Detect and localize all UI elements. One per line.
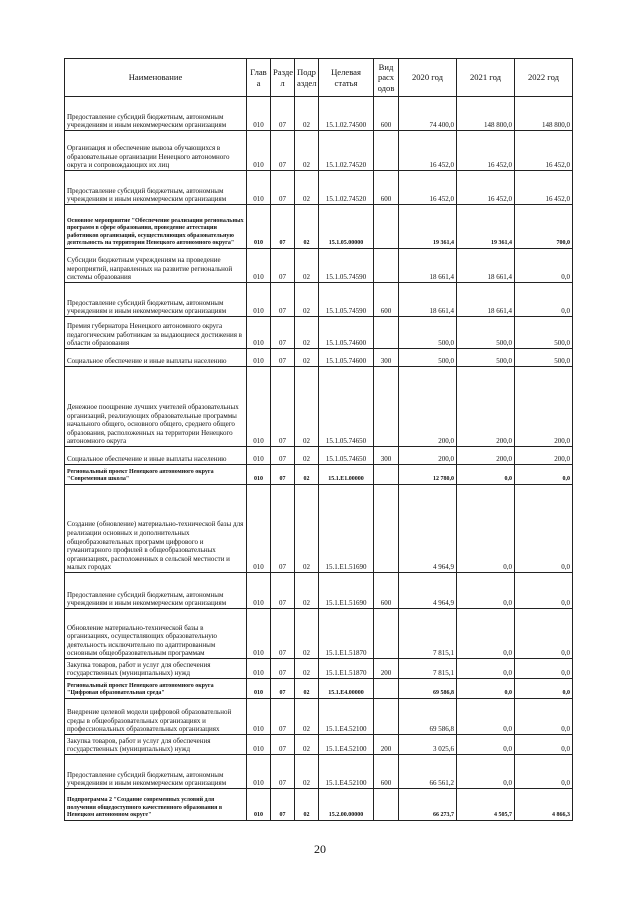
- row-2022: 0,0: [515, 465, 573, 485]
- table-row: [65, 699, 573, 735]
- row-subsection: 02: [295, 349, 319, 367]
- row-2022: 148 800,0: [515, 97, 573, 131]
- row-2022: 0,0: [515, 249, 573, 283]
- row-chapter: 010: [247, 367, 271, 447]
- row-target: 15.1.05.74600: [319, 317, 374, 349]
- row-section: 07: [271, 735, 295, 755]
- row-2021: 200,0: [457, 367, 515, 447]
- table-row: [65, 447, 573, 465]
- row-target: 15.1.E1.51690: [319, 485, 374, 573]
- row-target: 15.1.05.74590: [319, 249, 374, 283]
- row-section: 07: [271, 789, 295, 821]
- row-2022: 0,0: [515, 755, 573, 789]
- table-body: [65, 97, 573, 821]
- row-exp-type: 600: [374, 171, 399, 205]
- row-name: Предоставление субсидий бюджетным, автономным учреждениям и иным некоммерческим организациям: [65, 755, 247, 789]
- header-name: Наименование: [65, 59, 247, 97]
- table-row: [65, 317, 573, 349]
- row-exp-type: [374, 367, 399, 447]
- row-name: Закупка товаров, работ и услуг для обеспечения государственных (муниципальных) нужд: [65, 735, 247, 755]
- row-subsection: 02: [295, 679, 319, 699]
- row-target: 15.1.E4.52100: [319, 755, 374, 789]
- row-2021: 4 505,7: [457, 789, 515, 821]
- row-subsection: 02: [295, 755, 319, 789]
- row-2021: 18 661,4: [457, 249, 515, 283]
- row-2020: 200,0: [399, 447, 457, 465]
- row-2021: 0,0: [457, 755, 515, 789]
- row-2021: 0,0: [457, 679, 515, 699]
- row-2020: 74 400,0: [399, 97, 457, 131]
- row-section: 07: [271, 659, 295, 679]
- row-name: Создание (обновление) материально-технической базы для реализации основных и дополнительных общеобразовательных программ цифрового и гуманитарного профилей в общеобразовательных организациях, расположенных в сельской местности и малых городах: [65, 485, 247, 573]
- row-name: Социальное обеспечение и иные выплаты населению: [65, 349, 247, 367]
- row-2022: 0,0: [515, 679, 573, 699]
- table-row: [65, 367, 573, 447]
- row-2020: 69 586,8: [399, 679, 457, 699]
- row-2022: 0,0: [515, 573, 573, 609]
- table-row: [65, 485, 573, 573]
- row-chapter: 010: [247, 283, 271, 317]
- header-2020: 2020 год: [399, 59, 457, 97]
- row-exp-type: [374, 249, 399, 283]
- row-name: Внедрение целевой модели цифровой образовательной среды в общеобразовательных организациях и профессиональных образовательных организациях: [65, 699, 247, 735]
- table-row: [65, 755, 573, 789]
- row-chapter: 010: [247, 573, 271, 609]
- row-2020: 16 452,0: [399, 131, 457, 171]
- header-chapter: Глав а: [247, 59, 271, 97]
- row-target: 15.1.05.74650: [319, 447, 374, 465]
- row-chapter: 010: [247, 465, 271, 485]
- row-2022: 700,0: [515, 205, 573, 249]
- row-2020: 69 586,8: [399, 699, 457, 735]
- row-target: 15.1.E1.00000: [319, 465, 374, 485]
- row-exp-type: [374, 131, 399, 171]
- row-chapter: 010: [247, 699, 271, 735]
- row-section: 07: [271, 205, 295, 249]
- table-row: [65, 465, 573, 485]
- row-2022: 500,0: [515, 349, 573, 367]
- row-2021: 500,0: [457, 349, 515, 367]
- row-section: 07: [271, 349, 295, 367]
- row-2022: 0,0: [515, 485, 573, 573]
- row-2021: 200,0: [457, 447, 515, 465]
- row-2020: 7 815,1: [399, 609, 457, 659]
- row-target: 15.1.05.74600: [319, 349, 374, 367]
- row-section: 07: [271, 447, 295, 465]
- row-name: Региональный проект Ненецкого автономного округа "Современная школа": [65, 465, 247, 485]
- row-chapter: 010: [247, 349, 271, 367]
- row-name: Предоставление субсидий бюджетным, автономным учреждениям и иным некоммерческим организациям: [65, 97, 247, 131]
- header-2021: 2021 год: [457, 59, 515, 97]
- row-name: Закупка товаров, работ и услуг для обеспечения государственных (муниципальных) нужд: [65, 659, 247, 679]
- row-name: Подпрограмма 2 "Создание современных условий для получения общедоступного качественного образования в Ненецком автономном округе": [65, 789, 247, 821]
- row-2020: 19 361,4: [399, 205, 457, 249]
- row-2022: 4 866,3: [515, 789, 573, 821]
- row-name: Основное мероприятие "Обеспечение реализации региональных программ в сфере образования, проведение аттестации работников организаций, осуществляющих образовательную деятельность на территории Ненецкого автономного округа": [65, 205, 247, 249]
- row-subsection: 02: [295, 659, 319, 679]
- header-target: Целевая статья: [319, 59, 374, 97]
- table-row: [65, 205, 573, 249]
- row-subsection: 02: [295, 485, 319, 573]
- row-2021: 0,0: [457, 609, 515, 659]
- row-chapter: 010: [247, 609, 271, 659]
- row-2022: 0,0: [515, 735, 573, 755]
- row-2020: 12 780,0: [399, 465, 457, 485]
- row-chapter: 010: [247, 205, 271, 249]
- row-name: Социальное обеспечение и иные выплаты населению: [65, 447, 247, 465]
- row-target: 15.1.E4.52100: [319, 735, 374, 755]
- row-chapter: 010: [247, 249, 271, 283]
- row-exp-type: [374, 789, 399, 821]
- row-2020: 4 964,9: [399, 573, 457, 609]
- row-subsection: 02: [295, 283, 319, 317]
- row-2020: 66 273,7: [399, 789, 457, 821]
- row-target: 15.1.05.00000: [319, 205, 374, 249]
- row-exp-type: 600: [374, 97, 399, 131]
- row-section: 07: [271, 171, 295, 205]
- row-section: 07: [271, 699, 295, 735]
- row-name: Предоставление субсидий бюджетным, автономным учреждениям и иным некоммерческим организациям: [65, 573, 247, 609]
- row-target: 15.1.E1.51870: [319, 609, 374, 659]
- row-exp-type: 600: [374, 283, 399, 317]
- row-2022: 0,0: [515, 609, 573, 659]
- row-chapter: 010: [247, 171, 271, 205]
- row-2021: 0,0: [457, 485, 515, 573]
- row-subsection: 02: [295, 205, 319, 249]
- header-subsection: Подр аздел: [295, 59, 319, 97]
- row-2021: 500,0: [457, 317, 515, 349]
- row-2022: 16 452,0: [515, 171, 573, 205]
- row-section: 07: [271, 679, 295, 699]
- row-2022: 0,0: [515, 659, 573, 679]
- row-2021: 148 800,0: [457, 97, 515, 131]
- row-section: 07: [271, 283, 295, 317]
- row-subsection: 02: [295, 609, 319, 659]
- row-subsection: 02: [295, 447, 319, 465]
- row-2020: 18 661,4: [399, 249, 457, 283]
- row-chapter: 010: [247, 317, 271, 349]
- row-chapter: 010: [247, 755, 271, 789]
- row-subsection: 02: [295, 97, 319, 131]
- row-2022: 500,0: [515, 317, 573, 349]
- row-exp-type: 200: [374, 735, 399, 755]
- row-chapter: 010: [247, 485, 271, 573]
- row-2021: 0,0: [457, 659, 515, 679]
- row-section: 07: [271, 609, 295, 659]
- row-2022: 16 452,0: [515, 131, 573, 171]
- row-2020: 200,0: [399, 367, 457, 447]
- row-name: Денежное поощрение лучших учителей образовательных организаций, реализующих образовательные программы начального общего, основного общего, среднего общего образования, расположенных на территории Ненецкого автономного округа: [65, 367, 247, 447]
- row-chapter: 010: [247, 789, 271, 821]
- row-subsection: 02: [295, 465, 319, 485]
- row-target: 15.1.E1.51690: [319, 573, 374, 609]
- row-exp-type: 300: [374, 447, 399, 465]
- row-name: Предоставление субсидий бюджетным, автономным учреждениям и иным некоммерческим организациям: [65, 171, 247, 205]
- row-2021: 0,0: [457, 465, 515, 485]
- row-2020: 500,0: [399, 317, 457, 349]
- header-2022: 2022 год: [515, 59, 573, 97]
- row-section: 07: [271, 755, 295, 789]
- row-exp-type: 200: [374, 659, 399, 679]
- row-subsection: 02: [295, 131, 319, 171]
- row-exp-type: [374, 485, 399, 573]
- row-exp-type: [374, 317, 399, 349]
- row-chapter: 010: [247, 735, 271, 755]
- row-target: 15.1.E1.51870: [319, 659, 374, 679]
- table-row: [65, 735, 573, 755]
- row-2021: 18 661,4: [457, 283, 515, 317]
- row-section: 07: [271, 465, 295, 485]
- row-2021: 16 452,0: [457, 171, 515, 205]
- row-exp-type: 300: [374, 349, 399, 367]
- row-target: 15.1.02.74520: [319, 171, 374, 205]
- row-subsection: 02: [295, 789, 319, 821]
- row-2020: 4 964,9: [399, 485, 457, 573]
- table-row: [65, 679, 573, 699]
- row-subsection: 02: [295, 171, 319, 205]
- table-row: [65, 97, 573, 131]
- row-name: Обновление материально-технической базы в организациях, осуществляющих образовательную деятельность исключительно по адаптированным основным общеобразовательным программам: [65, 609, 247, 659]
- row-section: 07: [271, 317, 295, 349]
- row-subsection: 02: [295, 699, 319, 735]
- header-row: [65, 59, 573, 97]
- row-name: Региональный проект Ненецкого автономного округа "Цифровая образовательная среда": [65, 679, 247, 699]
- row-section: 07: [271, 131, 295, 171]
- row-name: Организация и обеспечение вывоза обучающихся в образовательные организации Ненецкого автономного округа и сопровождающих их лиц: [65, 131, 247, 171]
- table-row: [65, 609, 573, 659]
- row-section: 07: [271, 367, 295, 447]
- row-chapter: 010: [247, 447, 271, 465]
- row-2020: 66 561,2: [399, 755, 457, 789]
- row-target: 15.1.E4.52100: [319, 699, 374, 735]
- table-row: [65, 573, 573, 609]
- row-chapter: 010: [247, 679, 271, 699]
- row-target: 15.1.02.74500: [319, 97, 374, 131]
- row-target: 15.1.E4.00000: [319, 679, 374, 699]
- row-section: 07: [271, 485, 295, 573]
- row-exp-type: [374, 679, 399, 699]
- row-2021: 0,0: [457, 735, 515, 755]
- row-target: 15.2.00.00000: [319, 789, 374, 821]
- row-name: Субсидии бюджетным учреждениям на проведение мероприятий, направленных на развитие региональной системы образования: [65, 249, 247, 283]
- row-2021: 0,0: [457, 699, 515, 735]
- row-2021: 19 361,4: [457, 205, 515, 249]
- row-chapter: 010: [247, 659, 271, 679]
- row-name: Предоставление субсидий бюджетным, автономным учреждениям и иным некоммерческим организациям: [65, 283, 247, 317]
- row-exp-type: [374, 699, 399, 735]
- row-exp-type: 600: [374, 573, 399, 609]
- row-2022: 0,0: [515, 699, 573, 735]
- header-section: Разде л: [271, 59, 295, 97]
- row-2020: 18 661,4: [399, 283, 457, 317]
- row-2020: 16 452,0: [399, 171, 457, 205]
- row-name: Премия губернатора Ненецкого автономного округа педагогическим работникам за выдающиеся достижения в области образования: [65, 317, 247, 349]
- header-exp-type: Вид расх одов: [374, 59, 399, 97]
- table-row: [65, 283, 573, 317]
- budget-table: [64, 58, 573, 821]
- row-section: 07: [271, 249, 295, 283]
- row-2022: 0,0: [515, 283, 573, 317]
- table-row: [65, 349, 573, 367]
- row-exp-type: [374, 205, 399, 249]
- row-subsection: 02: [295, 573, 319, 609]
- row-exp-type: [374, 465, 399, 485]
- row-target: 15.1.05.74650: [319, 367, 374, 447]
- row-subsection: 02: [295, 367, 319, 447]
- row-2020: 7 815,1: [399, 659, 457, 679]
- table-row: [65, 249, 573, 283]
- row-target: 15.1.02.74520: [319, 131, 374, 171]
- row-2021: 0,0: [457, 573, 515, 609]
- row-section: 07: [271, 573, 295, 609]
- row-chapter: 010: [247, 97, 271, 131]
- row-subsection: 02: [295, 249, 319, 283]
- row-chapter: 010: [247, 131, 271, 171]
- table-row: [65, 789, 573, 821]
- row-exp-type: 600: [374, 755, 399, 789]
- row-subsection: 02: [295, 735, 319, 755]
- row-exp-type: [374, 609, 399, 659]
- row-target: 15.1.05.74590: [319, 283, 374, 317]
- table-row: [65, 131, 573, 171]
- row-section: 07: [271, 97, 295, 131]
- row-subsection: 02: [295, 317, 319, 349]
- row-2022: 200,0: [515, 447, 573, 465]
- row-2021: 16 452,0: [457, 131, 515, 171]
- table-row: [65, 171, 573, 205]
- row-2020: 500,0: [399, 349, 457, 367]
- table-row: [65, 659, 573, 679]
- page-number: 20: [314, 842, 326, 856]
- row-2022: 200,0: [515, 367, 573, 447]
- row-2020: 3 025,6: [399, 735, 457, 755]
